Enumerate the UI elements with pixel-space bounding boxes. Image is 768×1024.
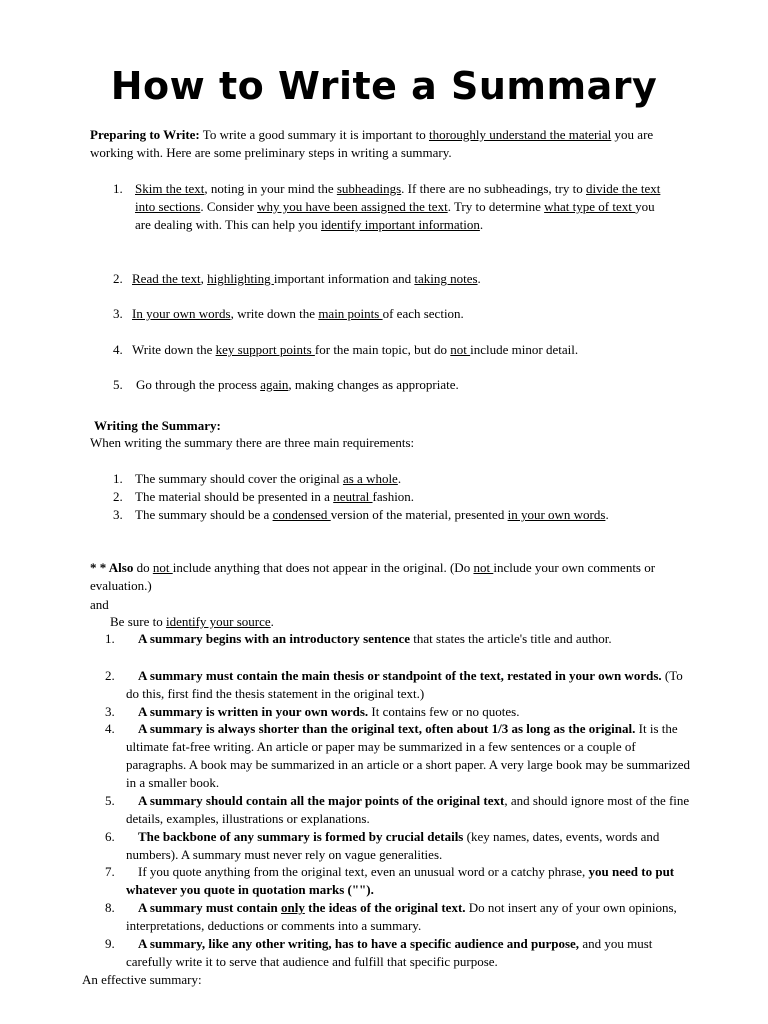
steps-text: taking notes: [414, 271, 478, 286]
steps-text: In your own words: [132, 306, 231, 321]
rules-item: [126, 630, 690, 648]
requirements-text: .: [397, 471, 402, 486]
requirements-text: version of the material, presented: [330, 507, 508, 522]
rules-item: [126, 899, 690, 935]
be-sure-text: Be sure to: [110, 614, 166, 629]
steps-text: identify important information: [321, 217, 480, 232]
steps-item: [135, 180, 665, 234]
steps-text: subheadings: [336, 181, 402, 196]
steps-number: 1.: [113, 181, 123, 196]
rules-number: 3.: [105, 704, 115, 719]
rules-item: [126, 792, 690, 828]
rules-text: A summary is always shorter than the original text, often about 1/3 as long as the original.: [138, 721, 636, 736]
also-not-2: not: [473, 560, 494, 575]
also-text-1: do: [133, 560, 153, 575]
identify-source: identify your source: [165, 614, 271, 629]
also-text-3: include your own comments or evaluation.): [90, 560, 656, 593]
steps-text: , write down the: [230, 306, 319, 321]
requirements-text: The material should be presented in a: [135, 489, 334, 504]
rules-text: It is the ultimate fat-free writing. An article or paper may be summarized in a few sentences or a couple of paragraphs. A book may be summarized in an article or a short paper. A very large book may be summarized in a smaller book.: [126, 721, 691, 790]
rules-text: A summary should contain all the major points of the original text: [138, 793, 505, 808]
rules-item: [126, 667, 690, 703]
requirements-text: The summary should cover the original: [135, 471, 343, 486]
rules-item: [126, 935, 690, 971]
steps-item: [132, 270, 672, 288]
steps-text: . Consider: [200, 199, 258, 214]
preparing-text-2: you are working with. Here are some preliminary steps in writing a summary.: [90, 127, 654, 160]
requirements-item: [135, 488, 675, 506]
steps-text: Skim the text: [135, 181, 205, 196]
steps-text: Read the text: [132, 271, 201, 286]
steps-text: not: [450, 342, 471, 357]
rules-text: and you must carefully write it to serve that audience and fulfill that specific purpose.: [126, 936, 653, 969]
rules-text: (key names, dates, events, words and numbers). A summary must never rely on vague generalities.: [126, 829, 660, 862]
rules-text: only: [281, 900, 305, 915]
steps-text: divide the text into sections: [135, 181, 661, 214]
requirements-text: The summary should be a: [135, 507, 273, 522]
steps-text: of each section.: [382, 306, 464, 321]
requirements-text: .: [605, 507, 609, 522]
steps-text: you are dealing with. This can help you: [135, 199, 655, 232]
rules-number: 8.: [105, 900, 115, 915]
steps-text: why you have been assigned the text: [257, 199, 448, 214]
requirements-number: 3.: [113, 507, 123, 522]
requirements-item: [135, 470, 675, 488]
rules-text: A summary is written in your own words.: [138, 704, 369, 719]
also-paragraph: [90, 559, 680, 595]
and-text: and: [90, 597, 109, 612]
rules-item: [126, 703, 690, 721]
preparing-text-1: To write a good summary it is important to: [199, 127, 429, 142]
steps-text: .: [479, 217, 484, 232]
rules-text: (To do this, first find the thesis statement in the original text.): [126, 668, 683, 701]
preparing-paragraph: [90, 126, 670, 162]
requirements-text: in your own words: [507, 507, 606, 522]
rules-text: It contains few or no quotes.: [368, 704, 520, 719]
writing-intro: When writing the summary there are three main requirements:: [90, 435, 415, 450]
be-sure-period: .: [270, 614, 274, 629]
be-sure-line: [110, 613, 274, 631]
also-stars: * * Also: [90, 560, 134, 575]
steps-item: [132, 305, 672, 323]
requirements-text: as a whole: [342, 471, 398, 486]
rules-text: Do not insert any of your own opinions, interpretations, deductions or comments into a summary.: [126, 900, 677, 933]
steps-text: include minor detail.: [470, 342, 579, 357]
rules-text: If you quote anything from the original text, even an unusual word or a catchy phrase,: [138, 864, 589, 879]
preparing-heading: Preparing to Write:: [90, 127, 200, 142]
steps-item: [136, 376, 676, 394]
rules-number: 4.: [105, 721, 115, 736]
steps-text: ,: [200, 271, 208, 286]
steps-number: 2.: [113, 271, 123, 286]
rules-number: 2.: [105, 668, 115, 683]
steps-text: . If there are no subheadings, try to: [401, 181, 586, 196]
requirements-text: condensed: [272, 507, 331, 522]
steps-text: main points: [318, 306, 383, 321]
preparing-underline: thoroughly understand the material: [428, 127, 612, 142]
steps-text: highlighting: [207, 271, 274, 286]
steps-text: Go through the process: [136, 377, 261, 392]
rules-number: 9.: [105, 936, 115, 951]
rules-item: [126, 720, 690, 792]
steps-text: important information and: [273, 271, 415, 286]
rules-number: 7.: [105, 864, 115, 879]
rules-text: , and should ignore most of the fine details, examples, illustrations or explanations.: [126, 793, 690, 826]
rules-text: A summary must contain the main thesis or standpoint of the text, restated in your own words.: [138, 668, 662, 683]
rules-text: that states the article's title and author.: [410, 631, 612, 646]
steps-text: Write down the: [132, 342, 216, 357]
rules-text: The backbone of any summary is formed by crucial details: [138, 829, 464, 844]
rules-text: A summary, like any other writing, has to have a specific audience and purpose,: [138, 936, 580, 951]
page-title: How to Write a Summary: [110, 64, 658, 108]
steps-number: 3.: [113, 306, 123, 321]
steps-text: . Try to determine: [447, 199, 545, 214]
rules-number: 1.: [105, 631, 115, 646]
steps-text: again: [260, 377, 289, 392]
steps-text: what type of text: [544, 199, 636, 214]
rules-text: the ideas of the original text.: [304, 900, 466, 915]
rules-text: you need to put whatever you quote in quotation marks ("").: [126, 864, 675, 897]
requirements-number: 2.: [113, 489, 123, 504]
effective-summary-heading: An effective summary:: [82, 972, 202, 987]
steps-item: [132, 341, 672, 359]
rules-number: 5.: [105, 793, 115, 808]
steps-text: for the main topic, but do: [314, 342, 451, 357]
rules-text: A summary must contain: [138, 900, 282, 915]
also-text-2: include anything that does not appear in the original. (Do: [172, 560, 474, 575]
steps-text: , making changes as appropriate.: [288, 377, 459, 392]
rules-item: [126, 828, 690, 864]
rules-text: A summary begins with an introductory sentence: [138, 631, 411, 646]
requirements-text: fashion.: [372, 489, 415, 504]
steps-text: key support points: [215, 342, 315, 357]
steps-number: 5.: [113, 377, 123, 392]
steps-number: 4.: [113, 342, 123, 357]
requirements-number: 1.: [113, 471, 123, 486]
steps-text: .: [477, 271, 481, 286]
requirements-text: neutral: [333, 489, 373, 504]
rules-number: 6.: [105, 829, 115, 844]
steps-text: , noting in your mind the: [204, 181, 337, 196]
requirements-item: [135, 506, 650, 524]
also-not-1: not: [152, 560, 173, 575]
writing-heading: Writing the Summary:: [94, 418, 221, 433]
rules-item: [126, 863, 690, 899]
